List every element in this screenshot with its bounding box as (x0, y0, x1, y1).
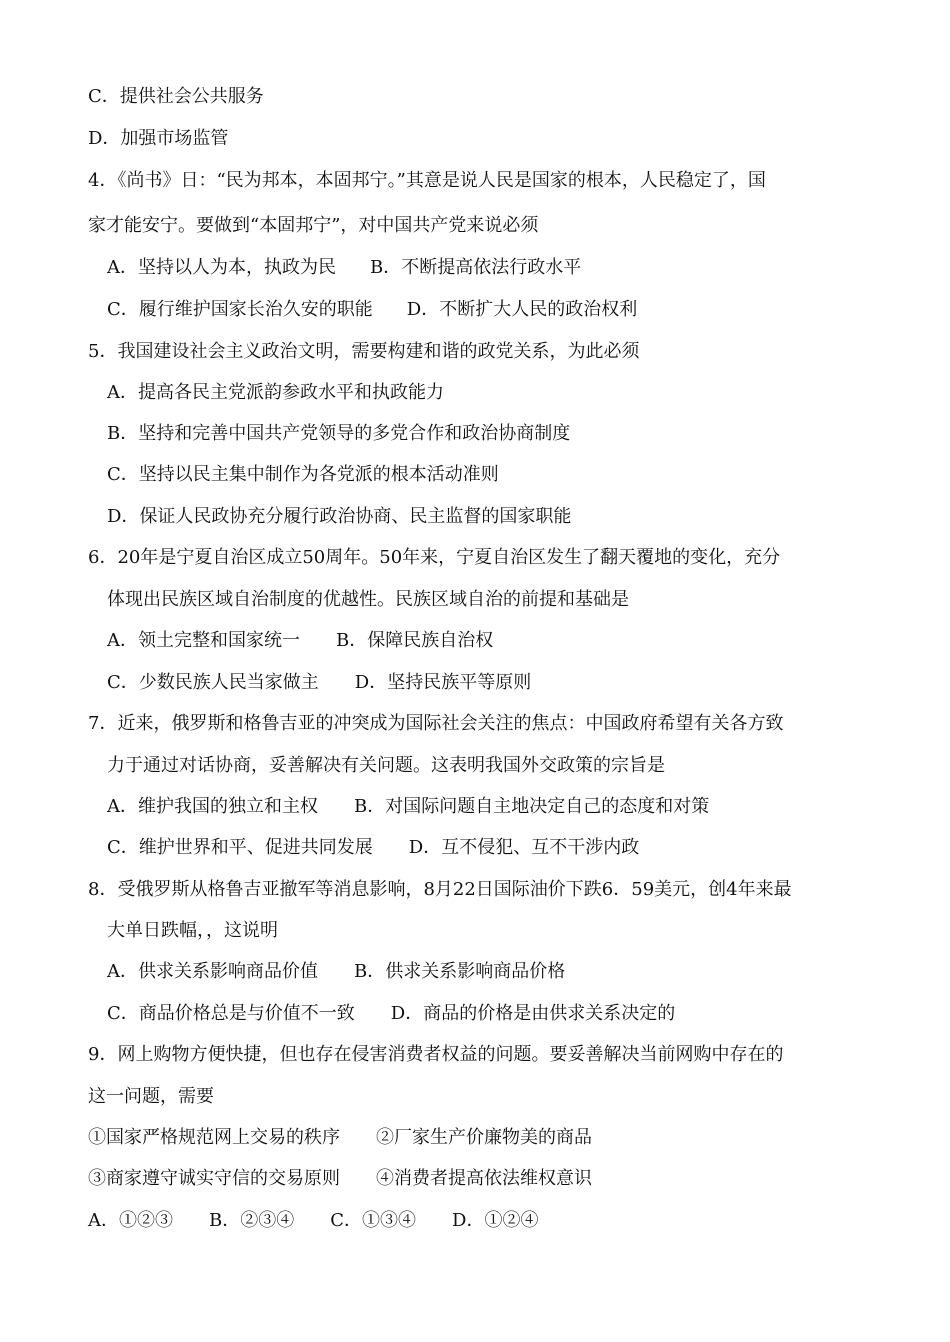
q7-option-c: C．维护世界和平、促进共同发展 (107, 837, 373, 858)
q5-option-d: D．保证人民政协充分履行政治协商、民主监督的国家职能 (107, 506, 572, 527)
q7-options-ab (107, 795, 709, 819)
q4-option-a: A．坚持以人为本，执政为民 (107, 257, 336, 278)
q9-item-4: ④消费者提高依法维权意识 (376, 1168, 592, 1189)
q3-option-c: C．提供社会公共服务 (88, 86, 264, 107)
q4-option-d: D．不断扩大人民的政治权利 (406, 299, 638, 320)
q4-option-c: C．履行维护国家长治久安的职能 (107, 299, 373, 320)
q8-options-ab (107, 960, 565, 984)
q5-stem: 5．我国建设社会主义政治文明，需要构建和谐的政党关系，为此必须 (88, 341, 640, 362)
q9-option-c: C．①③④ (330, 1210, 417, 1231)
q9-option-d: D．①②④ (452, 1210, 539, 1231)
q8-option-b: B．供求关系影响商品价格 (354, 961, 566, 982)
q7-stem-line-1: 7．近来，俄罗斯和格鲁吉亚的冲突成为国际社会关注的焦点：中国政府希望有关各方致 (88, 713, 784, 734)
q9-items-34 (88, 1167, 592, 1191)
q6-option-c: C．少数民族人民当家做主 (107, 672, 319, 693)
q9-item-3: ③商家遵守诚实守信的交易原则 (88, 1168, 340, 1189)
q6-options-cd (107, 671, 531, 695)
q8-option-c: C．商品价格总是与价值不一致 (107, 1003, 355, 1024)
q6-stem-line-2: 体现出民族区域自治制度的优越性。民族区域自治的前提和基础是 (107, 589, 629, 610)
q8-option-a: A．供求关系影响商品价值 (107, 961, 318, 982)
q4-options-ab (107, 256, 581, 280)
q6-option-a: A．领土完整和国家统一 (107, 630, 300, 651)
q4-stem-line-2: 家才能安宁。要做到“本固邦宁”，对中国共产党来说必须 (88, 215, 539, 236)
q9-stem-line-2: 这一问题，需要 (88, 1086, 214, 1107)
q4-stem-line-1: 4．《尚书》日：“民为邦本，本固邦宁。”其意是说人民是国家的根本，人民稳定了，国 (88, 170, 766, 191)
q9-item-1: ①国家严格规范网上交易的秩序 (88, 1127, 340, 1148)
q7-option-b: B．对国际问题自主地决定自己的态度和对策 (354, 796, 710, 817)
q8-stem-line-2: 大单日跌幅，，这说明 (107, 920, 278, 941)
q7-options-cd (107, 836, 639, 860)
q6-options-ab (107, 629, 493, 653)
q5-option-a: A．提高各民主党派韵参政水平和执政能力 (107, 382, 444, 403)
q7-stem-line-2: 力于通过对话协商，妥善解决有关问题。这表明我国外交政策的宗旨是 (107, 755, 665, 776)
q6-stem-line-1: 6．20年是宁夏自治区成立50周年。50年来，宁夏自治区发生了翻天覆地的变化，充分 (88, 547, 781, 568)
q9-options (88, 1209, 538, 1233)
q8-options-cd (107, 1002, 675, 1026)
q3-option-d: D．加强市场监管 (88, 128, 229, 149)
q5-option-b: B．坚持和完善中国共产党领导的多党合作和政治协商制度 (107, 423, 571, 444)
q8-option-d: D．商品的价格是由供求关系决定的 (390, 1003, 676, 1024)
q4-option-b: B．不断提高依法行政水平 (370, 257, 582, 278)
q6-option-b: B．保障民族自治权 (336, 630, 494, 651)
q9-item-2: ②厂家生产价廉物美的商品 (376, 1127, 592, 1148)
q9-stem-line-1: 9．网上购物方便快捷，但也存在侵害消费者权益的问题。要妥善解决当前网购中存在的 (88, 1044, 784, 1065)
q6-option-d: D．坚持民族平等原则 (354, 672, 532, 693)
q4-options-cd (107, 298, 637, 322)
q7-option-a: A．维护我国的独立和主权 (107, 796, 318, 817)
q9-items-12 (88, 1126, 592, 1150)
q9-option-b: B．②③④ (209, 1210, 295, 1231)
q9-option-a: A．①②③ (88, 1210, 173, 1231)
q5-option-c: C．坚持以民主集中制作为各党派的根本活动准则 (107, 464, 499, 485)
q7-option-d: D．互不侵犯、互不干涉内政 (408, 837, 640, 858)
q8-stem-line-1: 8．受俄罗斯从格鲁吉亚撤军等消息影响，8月22日国际油价下跌6．59美元，创4年来最 (88, 879, 792, 900)
